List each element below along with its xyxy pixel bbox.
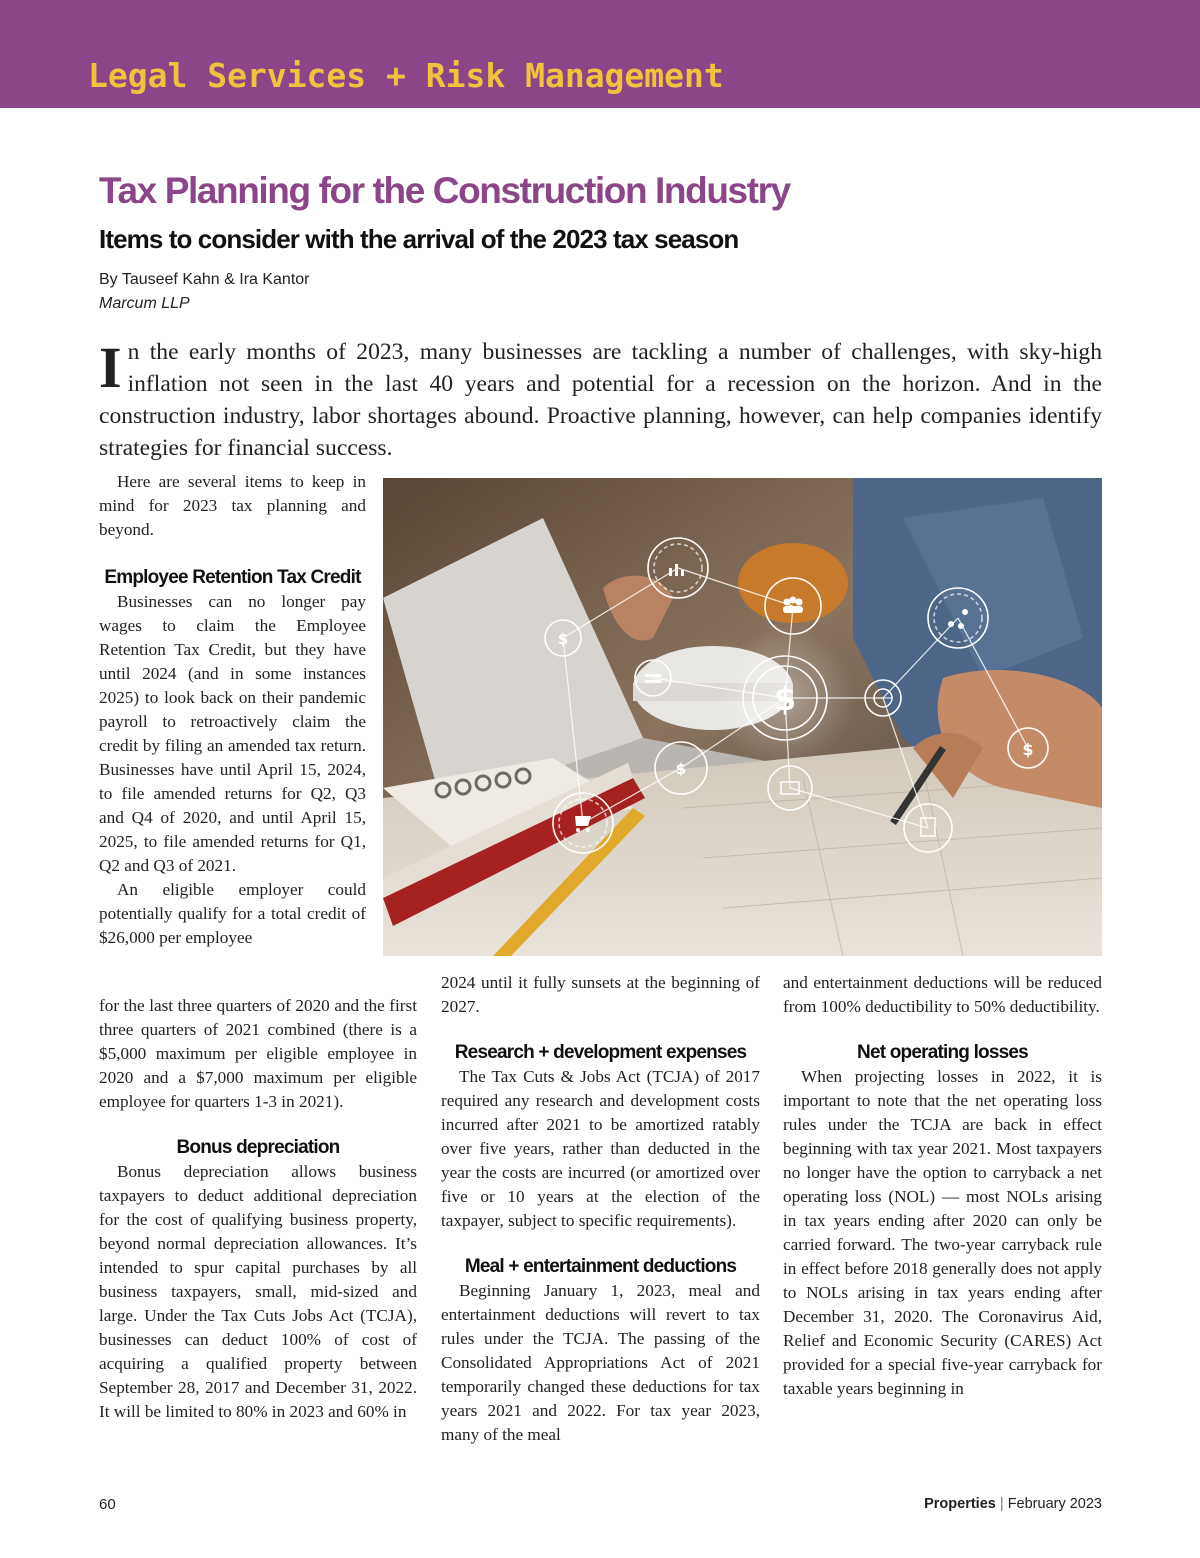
article-title: Tax Planning for the Construction Industry	[99, 170, 790, 211]
column-2	[441, 971, 760, 1447]
article-subtitle: Items to consider with the arrival of the 2023 tax season	[99, 224, 739, 254]
heading-bonus-depreciation: Bonus depreciation	[176, 1137, 340, 1158]
erc-paragraph-1: Businesses can no longer pay wages to claim the Employee Retention Tax Credit, but they have until 2024 (and in some instances 2025) to look back on their pandemic payroll to retroactively claim the credit by filing an amended tax return. Businesses have until April 15, 2024, to file amended returns for Q2, Q3 and Q4 of 2020, and until April 15, 2025, to file amended returns for Q1, Q2 and Q3 of 2021.	[99, 592, 366, 875]
heading-meal-entertainment: Meal + entertainment deductions	[464, 1256, 737, 1277]
team-icon	[784, 599, 791, 606]
dollar-icon: $	[773, 680, 797, 718]
publication-footer	[924, 1496, 1102, 1512]
meal-paragraph: Beginning January 1, 2023, meal and entertainment deductions will revert to tax rules under the TCJA. The passing of the Consolidated Appropriations Act of 2021 temporarily changed these deductions for tax years 2021 and 2022. For tax year 2023, many of the meal	[441, 1281, 760, 1444]
erc-paragraph-2b: for the last three quarters of 2020 and the first three quarters of 2021 combined (there is a $5,000 maximum per eligible employee in 2020 and a $7,000 maximum per eligible employee for quarters 1-3 in 2021).	[99, 996, 417, 1111]
heading-net-operating-losses: Net operating losses	[857, 1042, 1028, 1063]
author-firm: Marcum LLP	[99, 295, 190, 312]
bonus-paragraph: Bonus depreciation allows business taxpayers to deduct additional depreciation for the cost of qualifying business property, beyond normal depreciation allowances. It’s intended to spur capital purchases by all business taxpayers, small, mid-sized and large. Under the Tax Cuts Jobs Act (TCJA), businesses can deduct 100% of cost of acquiring a qualified property between September 28, 2017 and December 31, 2022. It will be limited to 80% in 2023 and 60% in	[99, 1162, 417, 1421]
byline: By Tauseef Kahn & Ira Kantor	[99, 271, 310, 288]
footer-separator: |	[999, 1496, 1004, 1512]
lead-text: n the early months of 2023, many businesses are tackling a number of challenges, with sky-high inflation not seen in the last 40 years and potential for a recession on the horizon. And in the construction industry, labor shortages abound. Proactive planning, however, can help companies identify strategies for financial success.	[99, 339, 1102, 461]
bonus-continued: 2024 until it fully sunsets at the beginning of 2027.	[441, 973, 760, 1016]
page-number: 60	[99, 1496, 116, 1513]
heading-research-development: Research + development expenses	[454, 1042, 747, 1063]
bar-chart-icon	[669, 568, 672, 576]
column-1-upper	[99, 470, 366, 950]
meal-continued: and entertainment deductions will be reduced from 100% deductibility to 50% deductibility.	[783, 973, 1102, 1016]
share-icon	[948, 621, 954, 627]
dollar-icon: $	[557, 630, 569, 648]
column-1-lower	[99, 994, 417, 1424]
erc-paragraph-2a: An eligible employer could potentially qualify for a total credit of $26,000 per employee	[99, 880, 366, 947]
nol-paragraph: When projecting losses in 2022, it is important to note that the net operating loss rules under the TCJA are back in effect beginning with tax year 2021. Most taxpayers no longer have the option to carryback a net operating loss (NOL) — most NOLs arising in tax years ending after 2020 can only be carried forward. The two-year carryback rule in effect before 2018 generally does not apply to NOLs arising in tax years ending after December 31, 2020. The Coronavirus Aid, Relief and Economic Security (CARES) Act provided for a special five-year carryback for taxable years beginning in	[783, 1067, 1102, 1398]
dollar-icon: $	[1022, 740, 1034, 759]
article-photo	[383, 478, 1102, 956]
column-3	[783, 971, 1102, 1401]
drop-cap: I	[99, 335, 122, 400]
heading-erc: Employee Retention Tax Credit	[104, 567, 361, 588]
construction-finance-photo	[383, 478, 1102, 956]
intro-paragraph: Here are several items to keep in mind for 2023 tax planning and beyond.	[99, 472, 366, 539]
issue-date: February 2023	[1007, 1496, 1102, 1512]
dollar-icon: $	[675, 760, 687, 778]
publication-name: Properties	[924, 1496, 996, 1512]
rd-paragraph: The Tax Cuts & Jobs Act (TCJA) of 2017 required any research and development costs incurred after 2021 to be amortized ratably over five years, rather than deducted in the year the costs are incurred (or amortized over five or 10 years at the election of the taxpayer, subject to specific requirements).	[441, 1067, 760, 1230]
section-label: Legal Services + Risk Management	[88, 56, 724, 95]
lead-paragraph	[99, 336, 1102, 464]
